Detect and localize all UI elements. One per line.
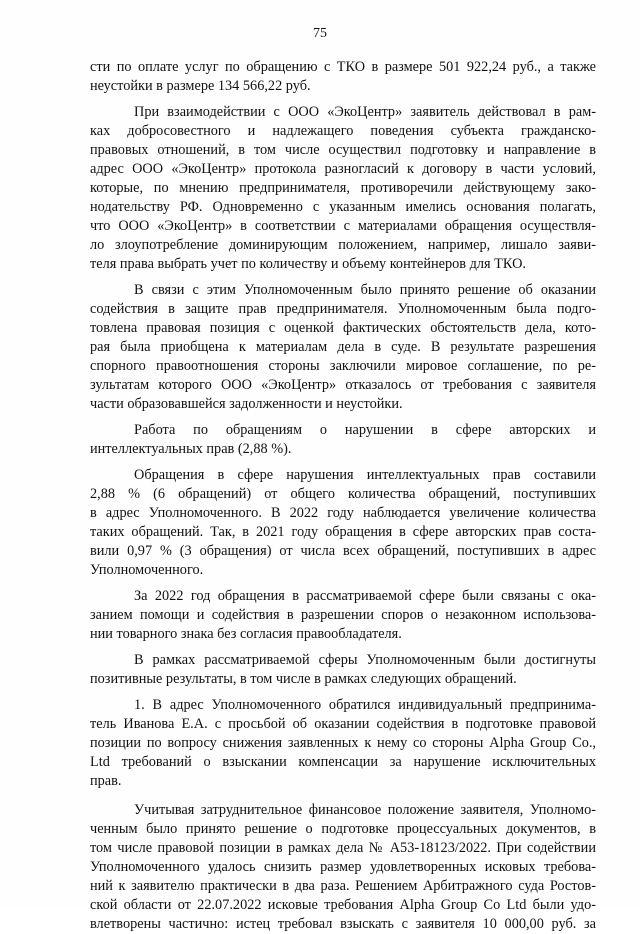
text-line: Ltd требований о взыскании компенсации за нарушение исключительных xyxy=(90,754,596,770)
text-line: нодательству РФ. Одновременно с указанным имелись основания полагать, xyxy=(90,199,596,215)
text-line: Работа по обращениям о нарушении в сфере авторских и xyxy=(134,422,596,438)
text-line: В связи с этим Уполномоченным было принято решение об оказании xyxy=(134,282,596,298)
text-line: части образовавшейся задолженности и неустойки. xyxy=(90,396,403,412)
paragraph xyxy=(90,587,596,644)
text-line: рая была приобщена к материалам дела в суде. В результате разрешения xyxy=(90,339,596,355)
text-line: содействия в защите прав предпринимателя. Уполномоченным была подго- xyxy=(90,301,596,317)
text-line: что ООО «ЭкоЦентр» в соответствии с материалами обращения осуществля- xyxy=(90,218,596,234)
paragraph xyxy=(90,696,596,791)
text-line: теля права выбрать учет по количеству и объему контейнеров для ТКО. xyxy=(90,256,526,272)
text-line: вили 0,97 % (3 обращения) от числа всех обращений, поступивших в адрес xyxy=(90,543,596,559)
page-number: 75 xyxy=(313,26,327,41)
paragraph xyxy=(90,651,596,689)
paragraph xyxy=(90,466,596,580)
paragraph xyxy=(90,58,596,96)
text-line: 1. В адрес Уполномоченного обратился индивидуальный предпринима- xyxy=(134,697,596,713)
text-line: правовых отношений, в том числе осуществил подготовку и направление в xyxy=(90,142,596,158)
text-line: зультатам которого ООО «ЭкоЦентр» отказалось от требования с заявителя xyxy=(90,377,596,393)
paragraph xyxy=(90,801,596,934)
text-line: За 2022 год обращения в рассматриваемой сфере были связаны с ока- xyxy=(134,588,596,604)
section-heading xyxy=(90,421,596,459)
text-line: позиции по вопросу снижения заявленных к нему со стороны Alpha Group Co., xyxy=(90,735,596,751)
text-line: том числе правовой позиции в рамках дела № А53-18123/2022. При содействии xyxy=(90,840,596,856)
text-line: интеллектуальных прав (2,88 %). xyxy=(90,441,292,457)
text-line: адрес ООО «ЭкоЦентр» протокола разногласий к договору в части условий, xyxy=(90,161,596,177)
body-text xyxy=(90,58,596,934)
text-line: При взаимодействии с ООО «ЭкоЦентр» заявитель действовал в рам- xyxy=(134,104,596,120)
paragraph xyxy=(90,281,596,414)
text-line: ской области от 22.07.2022 исковые требования Alpha Group Co Ltd были удо- xyxy=(90,897,596,913)
text-line: спорного правоотношения стороны заключили мировое соглашение, по ре- xyxy=(90,358,596,374)
text-line: позитивные результаты, в том числе в рамках следующих обращений. xyxy=(90,671,517,687)
text-line: Уполномоченного. xyxy=(90,562,204,578)
text-line: Уполномоченного удалось снизить размер удовлетворенных исковых требова- xyxy=(90,859,596,875)
text-line: сти по оплате услуг по обращению с ТКО в размере 501 922,24 руб., а также xyxy=(90,59,596,75)
text-line: в адрес Уполномоченного. В 2022 году наблюдается увеличение количества xyxy=(90,505,596,521)
text-line: ках добросовестного и надлежащего поведения субъекта гражданско- xyxy=(90,123,596,139)
text-line: прав. xyxy=(90,773,122,789)
text-line: занием помощи и содействия в разрешении споров о незаконном использова- xyxy=(90,607,596,623)
text-line: таких обращений. Так, в 2021 году обращения в сфере авторских прав соста- xyxy=(90,524,596,540)
text-line: В рамках рассматриваемой сферы Уполномоченным были достигнуты xyxy=(134,652,596,668)
text-line: товлена правовая позиция с оценкой фактических обстоятельств дела, кото- xyxy=(90,320,596,336)
paragraph xyxy=(90,103,596,274)
text-line: нии товарного знака без согласия правообладателя. xyxy=(90,626,402,642)
text-line: влетворены частично: истец требовал взыскать с заявителя 10 000,00 руб. за xyxy=(90,916,596,932)
text-line: ло злоупотребление доминирующим положением, например, лишало заяви- xyxy=(90,237,596,253)
text-line: тель Иванова Е.А. с просьбой об оказании содействия в подготовке правовой xyxy=(90,716,596,732)
text-line: которые, по мнению предпринимателя, противоречили действующему зако- xyxy=(90,180,596,196)
text-line: ний к заявителю практически в два раза. Решением Арбитражного суда Ростов- xyxy=(90,878,596,894)
text-line: ченным было принято решение о подготовке процессуальных документов, в xyxy=(90,821,596,837)
text-line: Обращения в сфере нарушения интеллектуальных прав составили xyxy=(134,467,596,483)
text-line: Учитывая затруднительное финансовое положение заявителя, Уполномо- xyxy=(134,802,596,818)
text-line: 2,88 % (6 обращений) от общего количества обращений, поступивших xyxy=(90,486,596,502)
text-line: неустойки в размере 134 566,22 руб. xyxy=(90,78,311,94)
